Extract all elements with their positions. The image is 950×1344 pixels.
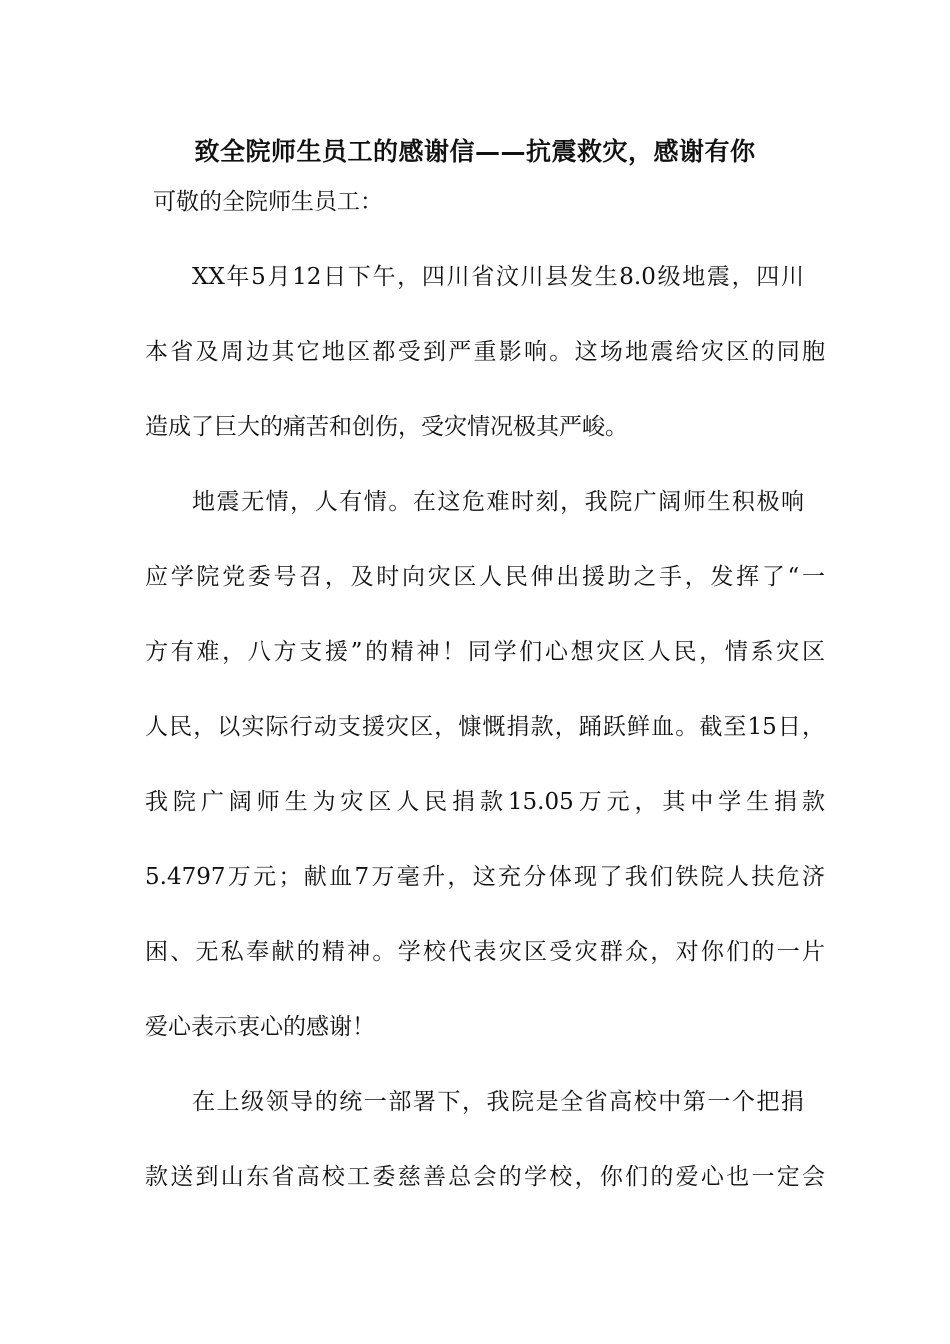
body-line: 在上级领导的统一部署下，我院是全省高校中第一个把捐	[192, 1089, 804, 1115]
body-line: 我院广阔师生为灾区人民捐款15.05万元，其中学生捐款	[145, 789, 825, 815]
salutation: 可敬的全院师生员工：	[153, 189, 383, 215]
body-line: 造成了巨大的痛苦和创伤，受灾情况极其严峻。	[145, 414, 628, 440]
body-line: 应学院党委号召，及时向灾区人民伸出援助之手，发挥了“一	[145, 564, 825, 590]
body-line: 困、无私奉献的精神。学校代表灾区受灾群众，对你们的一片	[145, 939, 825, 965]
body-line: 爱心表示衷心的感谢！	[145, 1014, 375, 1040]
body-line: 方有难，八方支援”的精神！同学们心想灾区人民，情系灾区	[145, 639, 825, 665]
body-line: 款送到山东省高校工委慈善总会的学校，你们的爱心也一定会	[145, 1164, 825, 1190]
document-title: 致全院师生员工的感谢信——抗震救灾，感谢有你	[194, 137, 756, 166]
body-line: 本省及周边其它地区都受到严重影响。这场地震给灾区的同胞	[145, 339, 825, 365]
body-line: 地震无情，人有情。在这危难时刻，我院广阔师生积极响	[192, 489, 804, 515]
body-line: 人民，以实际行动支援灾区，慷慨捐款，踊跃鲜血。截至15日，	[145, 714, 825, 740]
body-line: XX年5月12日下午，四川省汶川县发生8.0级地震，四川	[192, 264, 804, 290]
body-line: 5.4797万元；献血7万毫升，这充分体现了我们铁院人扶危济	[145, 864, 825, 890]
